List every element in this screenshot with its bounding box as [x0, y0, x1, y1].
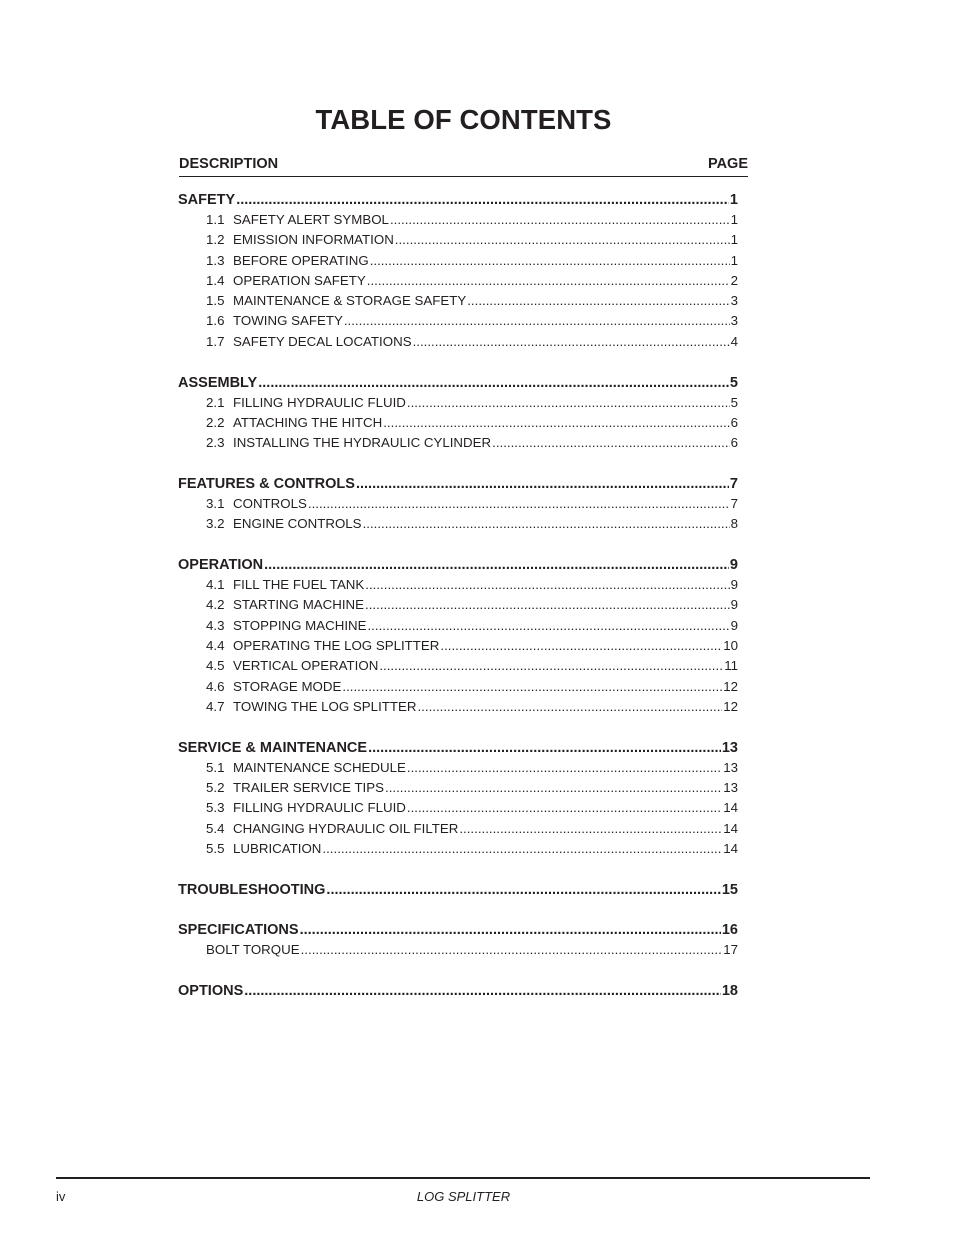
toc-entry-number: 1.7 — [206, 333, 225, 349]
toc-entry-row — [178, 616, 738, 636]
toc-entry-number: 5.5 — [206, 840, 225, 856]
toc-entry-row — [178, 271, 738, 291]
toc-entry-label: BOLT TORQUE — [206, 942, 300, 958]
toc-entry-label-group — [206, 433, 491, 453]
toc-entry-row — [178, 595, 738, 615]
toc-entry-number: 4.1 — [206, 577, 225, 593]
toc-entry-label-group — [206, 291, 466, 311]
toc-section-title: ASSEMBLY — [178, 374, 258, 391]
toc-entry-number: 1.2 — [206, 232, 225, 248]
toc-entry-page: 5 — [730, 394, 738, 410]
toc-entry-label: SAFETY DECAL LOCATIONS — [233, 333, 412, 349]
toc-entry-label: EMISSION INFORMATION — [233, 232, 394, 248]
toc-entry-page: 6 — [730, 414, 738, 430]
toc-entry-label-group — [206, 413, 382, 433]
toc-entry-number: 4.6 — [206, 678, 225, 694]
toc-entry-page: 1 — [730, 252, 738, 268]
toc-entry-number: 2.2 — [206, 414, 225, 430]
toc-entry-label-group — [206, 393, 406, 413]
toc-entry-number: 5.2 — [206, 779, 225, 795]
toc-entry-label: FILLING HYDRAULIC FLUID — [233, 394, 406, 410]
toc-entry-number: 4.7 — [206, 698, 225, 714]
leader-dots — [417, 697, 722, 717]
footer-page-number: iv — [56, 1189, 66, 1204]
toc-entry-label: STORAGE MODE — [233, 678, 342, 694]
leader-dots — [258, 373, 729, 393]
toc-section-title: SERVICE & MAINTENANCE — [178, 739, 368, 756]
toc-entry-page: 9 — [730, 597, 738, 613]
toc-entry-number: 3.2 — [206, 516, 225, 532]
leader-dots — [413, 332, 730, 352]
toc-entry-number: 4.3 — [206, 617, 225, 633]
toc-entry-row — [178, 230, 738, 250]
toc-entry-row — [178, 819, 738, 839]
toc-entry-number: 1.4 — [206, 272, 225, 288]
toc-entry-row — [178, 656, 738, 676]
toc-section-page: 7 — [729, 475, 738, 492]
toc-section-row — [178, 190, 738, 210]
toc-entry-label-group — [206, 514, 362, 534]
toc-entry-page: 17 — [723, 942, 738, 958]
toc-entry-row — [178, 413, 738, 433]
toc-section-title: SPECIFICATIONS — [178, 922, 299, 939]
toc-entry-number: 2.3 — [206, 435, 225, 451]
toc-entry-row — [178, 778, 738, 798]
toc-entry-label-group — [206, 839, 321, 859]
toc-entry-page: 6 — [730, 435, 738, 451]
toc-entry-label-group — [206, 616, 366, 636]
toc-entry-label: INSTALLING THE HYDRAULIC CYLINDER — [233, 435, 492, 451]
toc-entry-row — [178, 798, 738, 818]
toc-entry-page: 11 — [724, 658, 738, 674]
toc-entry-label: CONTROLS — [233, 495, 307, 511]
leader-dots — [407, 758, 722, 778]
toc-section-title: TROUBLESHOOTING — [178, 881, 326, 898]
toc-entry-label-group — [206, 940, 300, 960]
toc-section-row — [178, 373, 738, 393]
toc-entry-number: 1.3 — [206, 252, 225, 268]
toc-entry-row — [178, 332, 738, 352]
toc-entry-page: 7 — [730, 495, 738, 511]
leader-dots — [322, 839, 722, 859]
footer-doc-title: LOG SPLITTER — [416, 1189, 511, 1204]
toc-section-title: OPERATION — [178, 557, 264, 574]
toc-section-page: 15 — [721, 881, 738, 898]
toc-entry-row — [178, 839, 738, 859]
toc-entry-number: 4.5 — [206, 658, 225, 674]
toc-entry-label-group — [206, 494, 307, 514]
toc-entry-page: 13 — [723, 759, 738, 775]
toc-entry-row — [178, 758, 738, 778]
toc-section-title: FEATURES & CONTROLS — [178, 475, 355, 492]
toc-entry-label: MAINTENANCE SCHEDULE — [233, 759, 406, 775]
toc-entry-row — [178, 393, 738, 413]
toc-entry-label: VERTICAL OPERATION — [233, 658, 379, 674]
toc-entry-number: 2.1 — [206, 394, 225, 410]
toc-entry-label: SAFETY ALERT SYMBOL — [233, 212, 389, 227]
leader-dots — [440, 636, 722, 656]
toc-entry-page: 14 — [723, 840, 738, 856]
toc-entry-page: 12 — [723, 678, 738, 694]
toc-entry-page: 2 — [730, 272, 738, 288]
toc-entry-label-group — [206, 677, 341, 697]
toc-entry-label-group — [206, 656, 378, 676]
toc-entry-label: LUBRICATION — [233, 840, 322, 856]
toc-entry-number: 4.4 — [206, 637, 225, 653]
leader-dots — [326, 880, 720, 900]
toc-entry-label-group — [206, 697, 416, 717]
section-spacer — [178, 859, 738, 880]
toc-section-row — [178, 738, 738, 758]
toc-entry-row — [178, 433, 738, 453]
toc-entry-label: OPERATING THE LOG SPLITTER — [233, 637, 440, 653]
toc-section-page: 1 — [729, 192, 738, 208]
toc-entry-page: 14 — [723, 800, 738, 816]
toc-entry-row — [178, 251, 738, 271]
toc-entry-label: STARTING MACHINE — [233, 597, 365, 613]
leader-dots — [264, 555, 729, 575]
toc-entry-label-group — [206, 595, 364, 615]
leader-dots — [395, 230, 730, 250]
leader-dots — [344, 311, 730, 331]
toc-entry-row — [178, 311, 738, 331]
toc-entry-page: 1 — [730, 232, 738, 248]
leader-dots — [385, 778, 722, 798]
leader-dots — [390, 210, 730, 230]
toc-entry-row — [178, 940, 738, 960]
leader-dots — [342, 677, 722, 697]
toc-entry-number: 4.2 — [206, 597, 225, 613]
toc-entry-page: 10 — [723, 637, 738, 653]
toc-entry-page: 3 — [730, 293, 738, 309]
leader-dots — [300, 920, 721, 940]
toc-section-title: SAFETY — [178, 192, 236, 208]
toc-entry-label: FILLING HYDRAULIC FLUID — [233, 800, 406, 816]
leader-dots — [407, 798, 722, 818]
toc-entry-label-group — [206, 210, 389, 230]
leader-dots — [236, 190, 729, 210]
leader-dots — [301, 940, 723, 960]
toc-entry-label: TOWING THE LOG SPLITTER — [233, 698, 417, 714]
section-spacer — [178, 960, 738, 981]
toc-entry-page: 1 — [730, 212, 738, 227]
leader-dots — [363, 514, 730, 534]
toc-section-page: 18 — [721, 982, 738, 999]
toc-entry-number: 5.1 — [206, 759, 225, 775]
toc-section-page: 16 — [721, 922, 738, 939]
leader-dots — [383, 413, 729, 433]
leader-dots — [367, 616, 729, 636]
toc-entry-page: 14 — [723, 820, 738, 836]
toc-entry-number: 5.4 — [206, 820, 225, 836]
leader-dots — [459, 819, 722, 839]
toc-entry-row — [178, 514, 738, 534]
toc-entry-label: ATTACHING THE HITCH — [233, 414, 383, 430]
toc-section-title: OPTIONS — [178, 982, 244, 999]
leader-dots — [365, 575, 729, 595]
toc-entry-label: MAINTENANCE & STORAGE SAFETY — [233, 293, 467, 309]
toc-entry-page: 4 — [730, 333, 738, 349]
toc-entry-row — [178, 575, 738, 595]
toc-section-page: 9 — [729, 557, 738, 574]
leader-dots — [370, 251, 730, 271]
toc-section-page: 5 — [729, 374, 738, 391]
toc-entry-label-group — [206, 758, 406, 778]
toc-section-row — [178, 981, 738, 1001]
page-header: PAGE — [707, 156, 748, 172]
toc-entry-page: 9 — [730, 577, 738, 593]
leader-dots — [244, 981, 721, 1001]
toc-entry-label: TRAILER SERVICE TIPS — [233, 779, 384, 795]
toc-entry-label-group — [206, 332, 412, 352]
section-spacer — [178, 352, 738, 373]
toc-entry-row — [178, 210, 738, 230]
toc-entry-label: ENGINE CONTROLS — [233, 516, 362, 532]
leader-dots — [492, 433, 729, 453]
toc-entry-row — [178, 291, 738, 311]
toc-entry-label-group — [206, 311, 343, 331]
toc-entry-number: 1.1 — [206, 212, 225, 227]
column-header — [179, 156, 748, 177]
toc-entry-number: 5.3 — [206, 800, 225, 816]
toc-entry-row — [178, 697, 738, 717]
toc-entry-number: 1.5 — [206, 293, 225, 309]
leader-dots — [308, 494, 730, 514]
toc-entry-label-group — [206, 819, 458, 839]
toc-section-row — [178, 920, 738, 940]
toc-entry-row — [178, 636, 738, 656]
section-spacer — [178, 453, 738, 474]
toc-entry-label-group — [206, 798, 406, 818]
toc-entry-label-group — [206, 778, 384, 798]
toc-section-page: 13 — [721, 739, 738, 756]
leader-dots — [467, 291, 729, 311]
leader-dots — [407, 393, 730, 413]
section-spacer — [178, 900, 738, 921]
page-title: TABLE OF CONTENTS — [315, 104, 612, 135]
leader-dots — [365, 595, 730, 615]
toc-entry-row — [178, 494, 738, 514]
toc-entry-label-group — [206, 251, 369, 271]
toc-section-row — [178, 474, 738, 494]
toc-entry-number: 1.6 — [206, 313, 225, 329]
footer-divider — [56, 1177, 870, 1179]
toc-entry-label: TOWING SAFETY — [233, 313, 343, 329]
toc-entry-page: 12 — [723, 698, 738, 714]
toc-entry-page: 8 — [730, 516, 738, 532]
toc-entry-label: STOPPING MACHINE — [233, 617, 367, 633]
toc-entry-page: 3 — [730, 313, 738, 329]
toc-section-row — [178, 880, 738, 900]
leader-dots — [356, 474, 729, 494]
toc-list — [178, 190, 738, 1001]
toc-section-row — [178, 555, 738, 575]
toc-entry-label-group — [206, 636, 439, 656]
description-header: DESCRIPTION — [179, 156, 279, 172]
toc-entry-label-group — [206, 271, 366, 291]
toc-entry-label: FILL THE FUEL TANK — [233, 577, 365, 593]
leader-dots — [367, 271, 730, 291]
toc-entry-page: 9 — [730, 617, 738, 633]
section-spacer — [178, 535, 738, 556]
toc-entry-number: 3.1 — [206, 495, 225, 511]
toc-entry-label-group — [206, 575, 364, 595]
toc-entry-label: BEFORE OPERATING — [233, 252, 369, 268]
toc-entry-page: 13 — [723, 779, 738, 795]
toc-entry-label: CHANGING HYDRAULIC OIL FILTER — [233, 820, 459, 836]
leader-dots — [379, 656, 723, 676]
section-spacer — [178, 717, 738, 738]
toc-entry-label-group — [206, 230, 394, 250]
toc-entry-row — [178, 677, 738, 697]
leader-dots — [368, 738, 721, 758]
toc-entry-label: OPERATION SAFETY — [233, 272, 366, 288]
